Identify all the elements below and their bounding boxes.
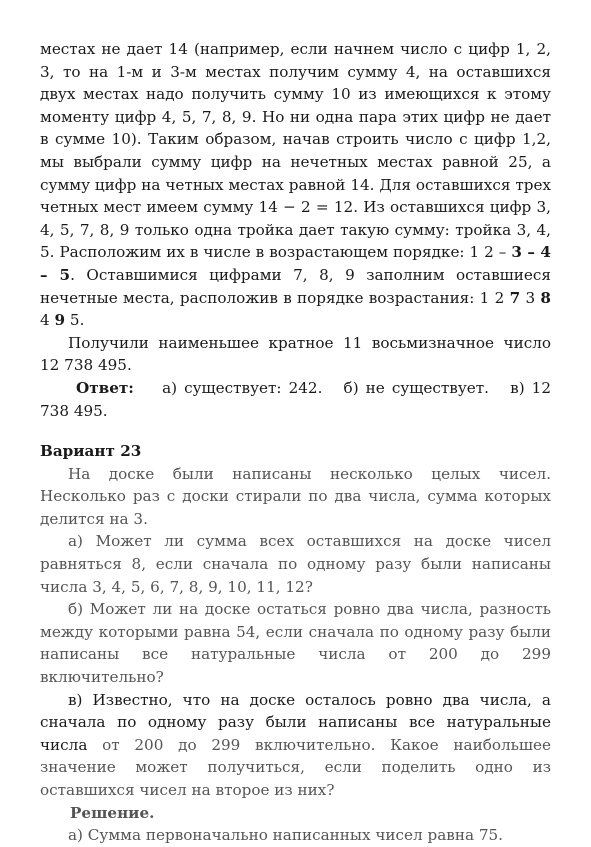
question-b: б) Может ли на доске остаться ровно два числа, разность между которыми равна 54, если сначала по одному разу были написаны все натуральные числа от 200 до 299 включительно? <box>40 600 551 687</box>
variant-heading: Вариант 23 <box>40 442 142 461</box>
problem-intro: На доске были написаны несколько целых чисел. Несколько раз с доски стирали по два числа, сумма которых делится на 3. <box>40 464 551 528</box>
answer-text: а) существует: 242. б) не существует. в) 12 738 495. <box>40 378 556 420</box>
solution-label: Решение. <box>70 803 155 822</box>
solution-continuation-paragraph: местах не дает 14 (например, если начнем число с цифр 1, 2, 3, то на 1-м и 3-м местах получим сумму 4, на оставшихся двух местах надо получить сумму 10 из имеющихся к этому моменту цифр 4, 5, 7, 8, 9. Но ни одна пара этих цифр не дает в сумме 10). Таким образом, начав строить число с цифр 1,2, мы выбрали сумму цифр на нечетных местах равной 25, а сумму цифр на четных местах равной 14. Для оставшихся трех четных мест имеем сумму 14 − 2 = 12. Из оставшихся цифр 3, 4, 5, 7, 8, 9 только одна тройка дает такую сумму: тройка 3, 4, 5. Расположим их в числе в возрастающем порядке: 1 2 – 3 – 4 – 5. Оставшимися цифрами 7, 8, 9 заполним оставшиеся нечетные места, расположив в порядке возрастания: 1 2 7 3 8 4 9 5. <box>40 40 551 330</box>
answer-label: Ответ: <box>76 378 134 397</box>
result-paragraph: Получили наименьшее кратное 11 восьмизначное число 12 738 495. <box>40 333 551 375</box>
answer-paragraph <box>40 377 556 422</box>
question-c: в) Известно, что на доске осталось ровно два числа, а сначала по одному разу были написаны все натуральные числа от 200 до 299 включительно. Какое наибольшее значение может получиться, если поделить одно из оставшихся чисел на второе из них? <box>40 690 551 799</box>
question-a: а) Может ли сумма всех оставшихся на доске чисел равняться 8, если сначала по одному разу были написаны числа 3, 4, 5, 6, 7, 8, 9, 10, 11, 12? <box>40 532 551 596</box>
solution-part-a: а) Сумма первоначально написанных чисел равна 75. <box>68 826 504 845</box>
